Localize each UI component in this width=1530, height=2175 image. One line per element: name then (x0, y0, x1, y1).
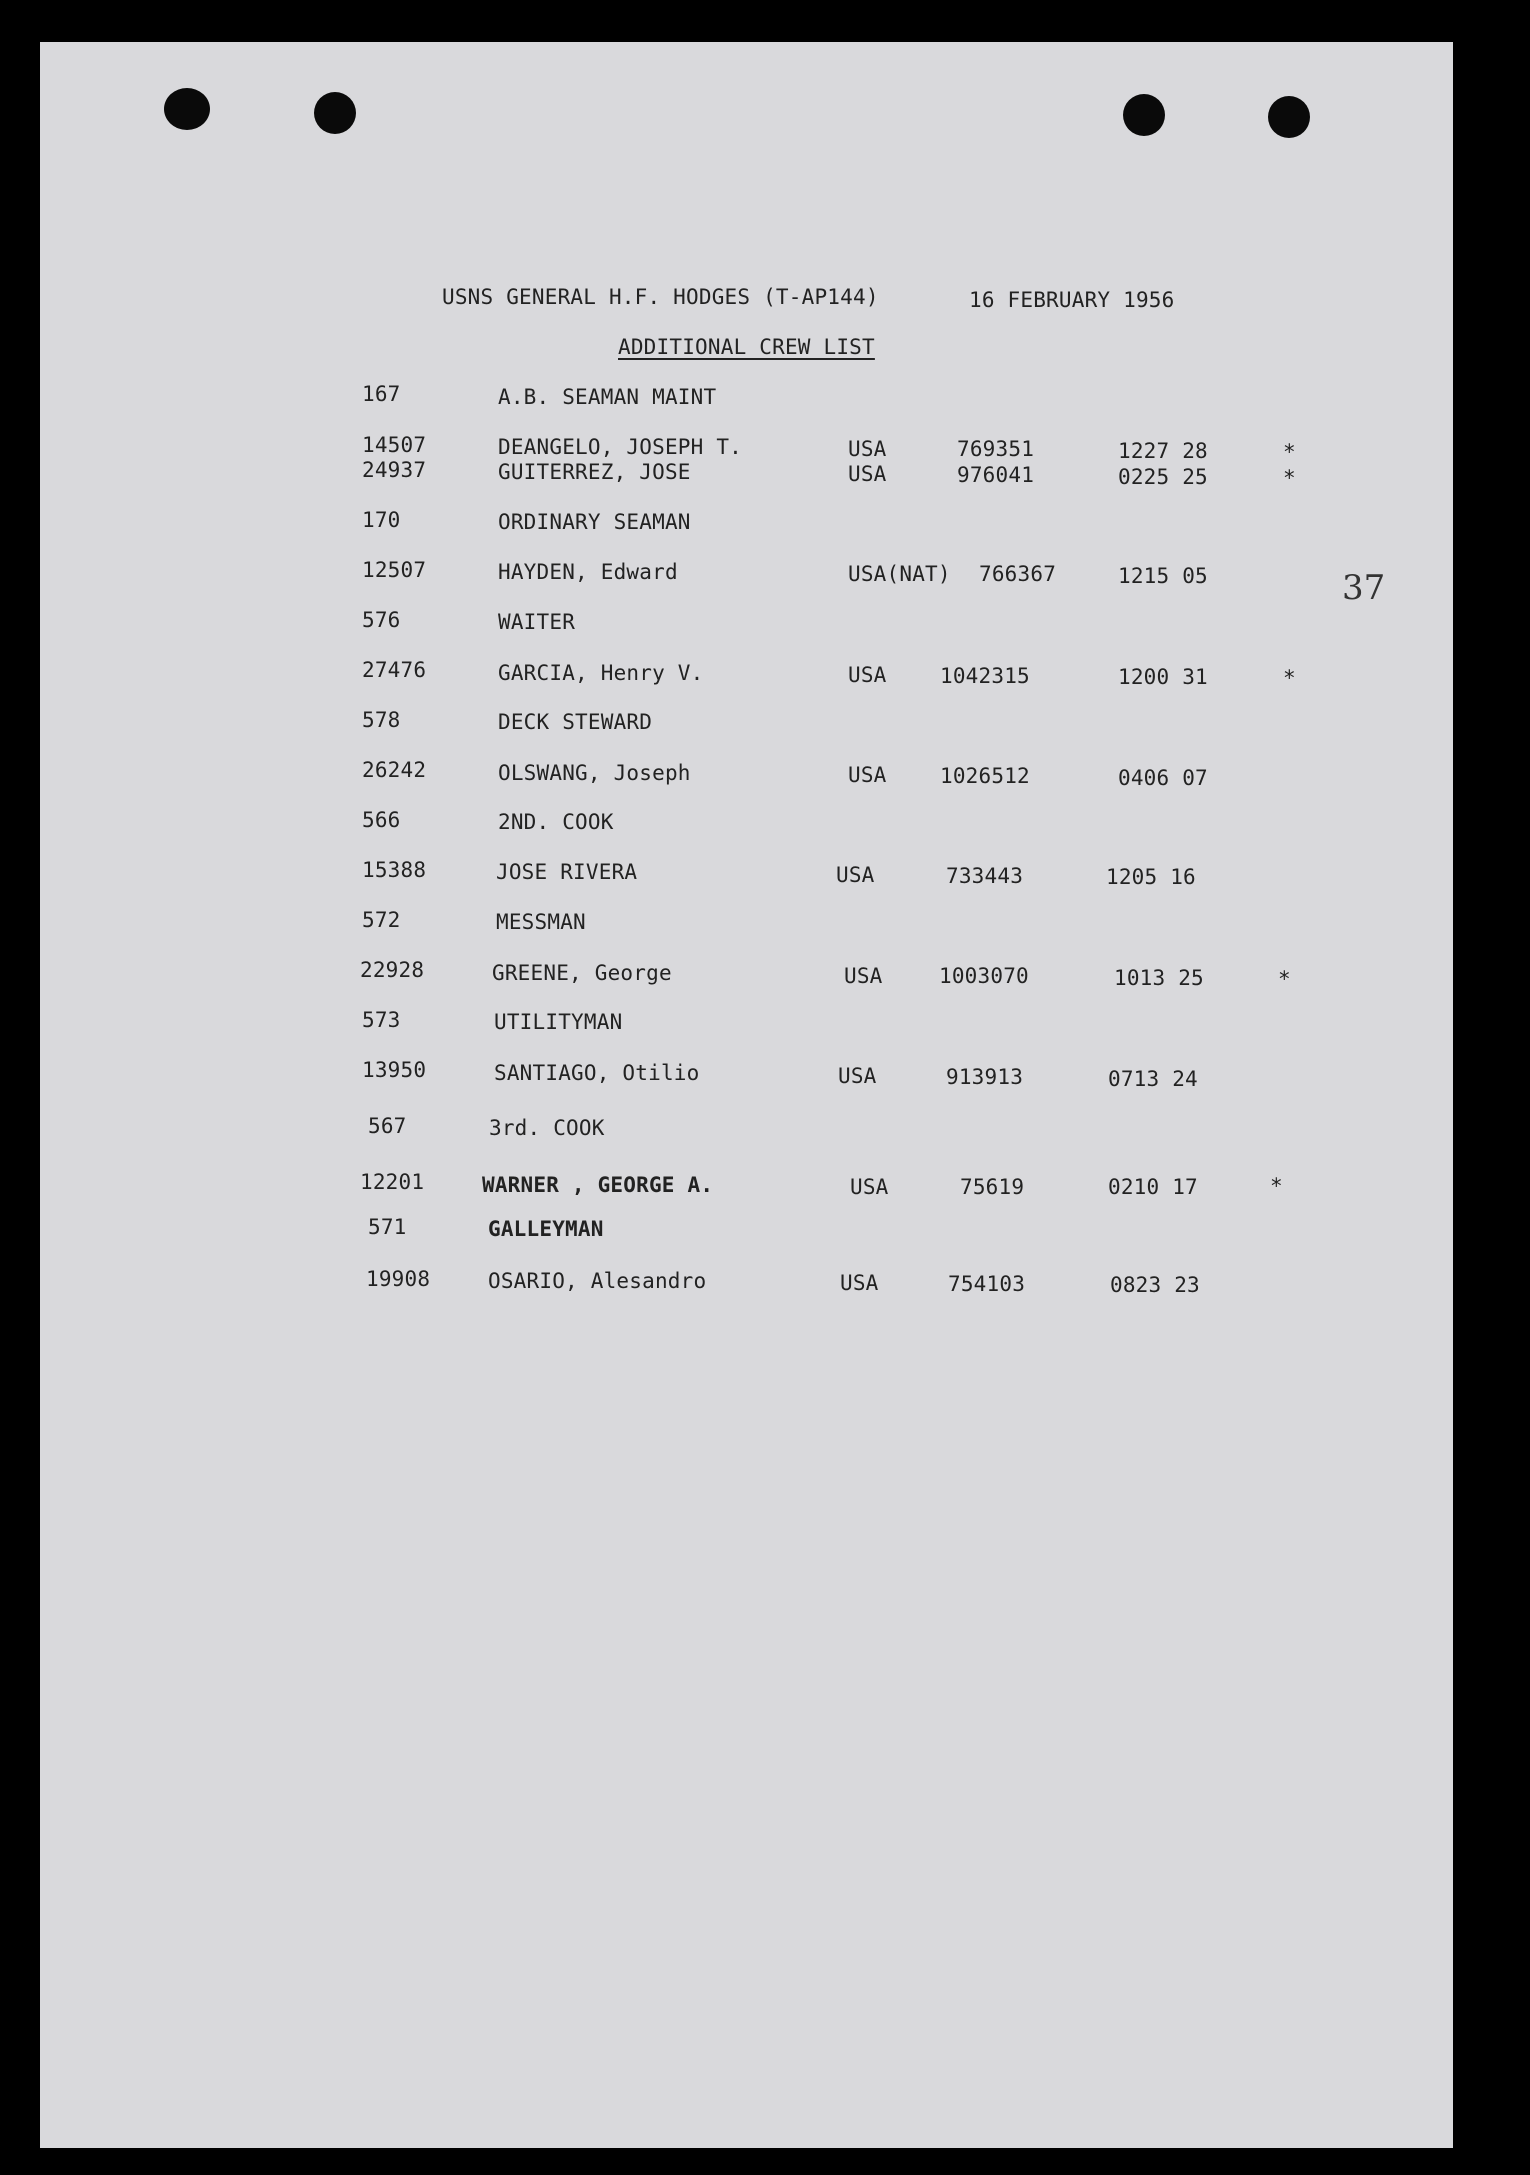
crew-code: 1215 05 (1118, 564, 1208, 588)
crew-name: OLSWANG, Joseph (498, 761, 691, 785)
list-title: ADDITIONAL CREW LIST (618, 335, 875, 359)
crew-mark: * (1283, 440, 1296, 464)
crew-number: 1026512 (940, 764, 1030, 788)
section-code: 167 (362, 382, 401, 406)
crew-citizenship: USA (836, 863, 875, 887)
crew-citizenship: USA (848, 462, 887, 486)
crew-name: GREENE, George (492, 961, 672, 985)
punch-hole-4 (1268, 96, 1310, 138)
crew-name: JOSE RIVERA (496, 860, 638, 884)
section-rating: 2ND. COOK (498, 810, 614, 834)
crew-id: 15388 (362, 858, 427, 882)
crew-name: GARCIA, Henry V. (498, 661, 704, 685)
crew-citizenship: USA (848, 763, 887, 787)
section-code: 571 (368, 1215, 407, 1239)
crew-id: 12507 (362, 558, 427, 582)
crew-id: 24937 (362, 458, 427, 482)
crew-code: 1227 28 (1118, 439, 1208, 463)
section-rating: 3rd. COOK (489, 1116, 605, 1140)
section-rating: MESSMAN (496, 910, 586, 934)
section-rating: WAITER (498, 610, 576, 634)
crew-code: 0406 07 (1118, 766, 1208, 790)
section-rating: A.B. SEAMAN MAINT (498, 385, 717, 409)
crew-id: 13950 (362, 1058, 427, 1082)
crew-citizenship: USA (844, 964, 883, 988)
crew-id: 27476 (362, 658, 427, 682)
crew-mark: * (1283, 466, 1296, 490)
crew-number: 754103 (948, 1272, 1026, 1296)
crew-code: 1205 16 (1106, 865, 1196, 889)
crew-citizenship: USA (848, 663, 887, 687)
crew-id: 12201 (360, 1170, 425, 1194)
crew-mark: * (1283, 666, 1296, 690)
crew-citizenship: USA (848, 437, 887, 461)
crew-id: 26242 (362, 758, 427, 782)
crew-name: SANTIAGO, Otilio (494, 1061, 700, 1085)
crew-name: DEANGELO, JOSEPH T. (498, 435, 743, 459)
section-code: 572 (362, 908, 401, 932)
list-date: 16 FEBRUARY 1956 (969, 288, 1175, 312)
crew-code: 0713 24 (1108, 1067, 1198, 1091)
crew-code: 1013 25 (1114, 966, 1204, 990)
section-code: 578 (362, 708, 401, 732)
crew-code: 0823 23 (1110, 1273, 1200, 1297)
ship-title: USNS GENERAL H.F. HODGES (T-AP144) (442, 285, 879, 309)
punch-hole-3 (1123, 94, 1165, 136)
section-code: 566 (362, 808, 401, 832)
crew-number: 1042315 (940, 664, 1030, 688)
section-code: 567 (368, 1114, 407, 1138)
crew-number: 769351 (957, 437, 1035, 461)
section-rating: GALLEYMAN (488, 1217, 604, 1241)
punch-hole-2 (314, 92, 356, 134)
crew-number: 766367 (979, 562, 1057, 586)
crew-name: HAYDEN, Edward (498, 560, 678, 584)
section-rating: UTILITYMAN (494, 1010, 623, 1034)
crew-number: 1003070 (939, 964, 1029, 988)
page-number: 37 (1342, 568, 1386, 608)
crew-code: 0210 17 (1108, 1175, 1198, 1199)
crew-id: 22928 (360, 958, 425, 982)
crew-id: 14507 (362, 433, 427, 457)
crew-mark: * (1278, 967, 1291, 991)
crew-code: 1200 31 (1118, 665, 1208, 689)
crew-code: 0225 25 (1118, 465, 1208, 489)
crew-citizenship: USA (850, 1175, 889, 1199)
section-code: 576 (362, 608, 401, 632)
section-rating: ORDINARY SEAMAN (498, 510, 691, 534)
punch-hole-1 (164, 88, 210, 130)
crew-citizenship: USA(NAT) (848, 562, 951, 586)
crew-number: 75619 (960, 1175, 1025, 1199)
document-page (40, 42, 1453, 2148)
section-rating: DECK STEWARD (498, 710, 653, 734)
crew-name: WARNER , GEORGE A. (482, 1173, 714, 1197)
crew-mark: * (1270, 1174, 1283, 1198)
crew-number: 913913 (946, 1065, 1024, 1089)
crew-number: 976041 (957, 463, 1035, 487)
crew-name: GUITERREZ, JOSE (498, 460, 691, 484)
crew-citizenship: USA (838, 1064, 877, 1088)
section-code: 573 (362, 1008, 401, 1032)
crew-id: 19908 (366, 1267, 431, 1291)
crew-number: 733443 (946, 864, 1024, 888)
crew-citizenship: USA (840, 1271, 879, 1295)
section-code: 170 (362, 508, 401, 532)
crew-name: OSARIO, Alesandro (488, 1269, 707, 1293)
